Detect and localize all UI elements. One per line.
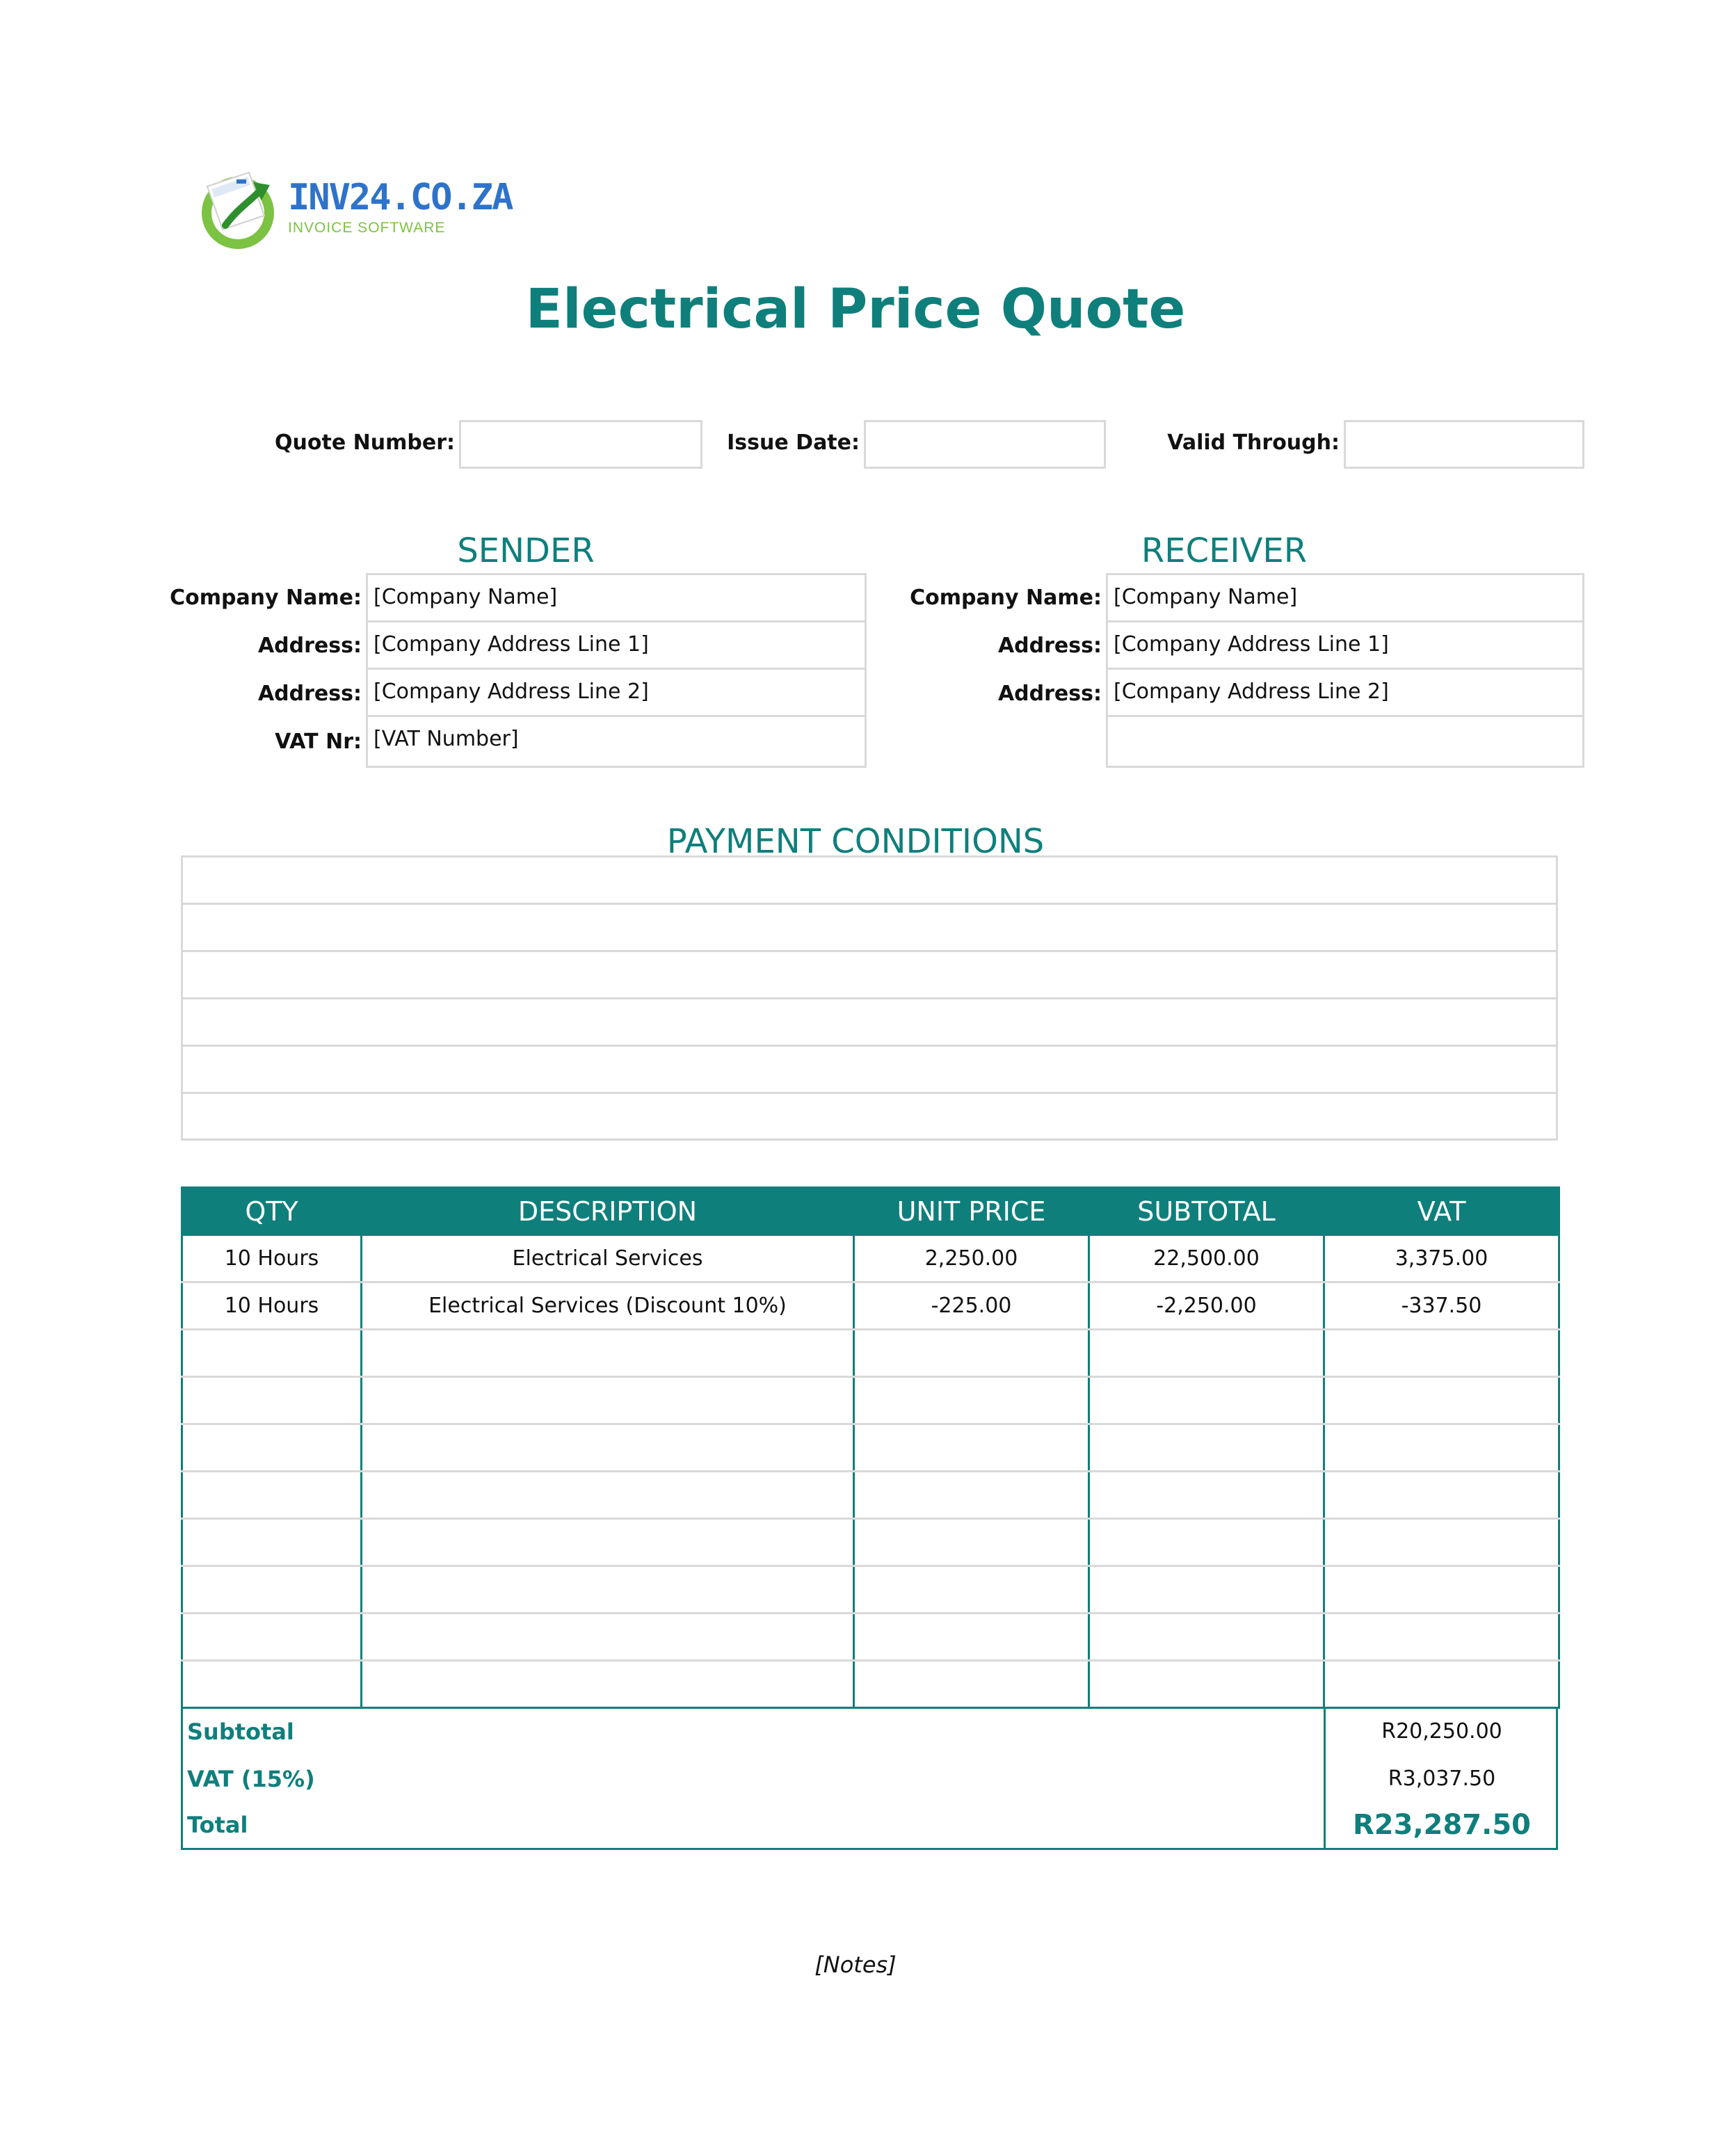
- sender-vat-label: VAT Nr:: [275, 730, 362, 754]
- receiver-extra-field[interactable]: [1108, 717, 1582, 764]
- receiver-heading: RECEIVER: [1141, 531, 1308, 570]
- valid-through-field[interactable]: [1344, 420, 1584, 469]
- receiver-info-box: [1106, 573, 1584, 768]
- logo-tagline: INVOICE SOFTWARE: [288, 220, 446, 236]
- description-cell[interactable]: [362, 1424, 854, 1472]
- payment-line[interactable]: [183, 1047, 1556, 1094]
- subtotal-value: R20,250.00: [1381, 1719, 1502, 1744]
- unit-price-cell[interactable]: -225.00: [854, 1282, 1089, 1330]
- qty-cell[interactable]: [182, 1472, 362, 1519]
- subtotal-cell[interactable]: [1089, 1377, 1324, 1424]
- table-row: [182, 1235, 1559, 1282]
- description-cell[interactable]: [362, 1566, 854, 1614]
- subtotal-cell[interactable]: -2,250.00: [1089, 1282, 1324, 1330]
- subtotal-column-header: SUBTOTAL: [1089, 1188, 1324, 1235]
- description-cell[interactable]: Electrical Services: [362, 1235, 854, 1282]
- description-column-header: DESCRIPTION: [362, 1188, 854, 1235]
- unit-price-cell[interactable]: [854, 1566, 1089, 1614]
- qty-cell[interactable]: [182, 1566, 362, 1614]
- vat-cell[interactable]: [1324, 1566, 1559, 1614]
- table-row: [182, 1424, 1559, 1472]
- receiver-address2-label: Address:: [997, 682, 1102, 706]
- qty-cell[interactable]: [182, 1661, 362, 1708]
- description-cell[interactable]: [362, 1472, 854, 1519]
- table-row: [182, 1282, 1559, 1330]
- line-items-table: [181, 1186, 1560, 1709]
- unit-price-cell[interactable]: [854, 1330, 1089, 1377]
- payment-line[interactable]: [183, 905, 1556, 952]
- grand-total-value: R23,287.50: [1352, 1809, 1531, 1841]
- qty-cell[interactable]: 10 Hours: [182, 1282, 362, 1330]
- table-row: [182, 1330, 1559, 1377]
- table-row: [182, 1472, 1559, 1519]
- unit-price-cell[interactable]: [854, 1614, 1089, 1661]
- description-cell[interactable]: [362, 1330, 854, 1377]
- invoice-arrow-logo-icon: [198, 167, 281, 250]
- valid-through-label: Valid Through:: [1167, 431, 1340, 455]
- receiver-address1-field[interactable]: [Company Address Line 1]: [1108, 622, 1582, 670]
- description-cell[interactable]: [362, 1519, 854, 1566]
- unit-price-cell[interactable]: 2,250.00: [854, 1235, 1089, 1282]
- vat-total-value: R3,037.50: [1388, 1767, 1496, 1791]
- subtotal-cell[interactable]: [1089, 1614, 1324, 1661]
- vat-cell[interactable]: [1324, 1472, 1559, 1519]
- sender-address2-label: Address:: [257, 682, 362, 706]
- receiver-company-label: Company Name:: [910, 586, 1102, 610]
- subtotal-cell[interactable]: 22,500.00: [1089, 1235, 1324, 1282]
- issue-date-label: Issue Date:: [727, 431, 860, 455]
- payment-line[interactable]: [183, 999, 1556, 1047]
- vat-cell[interactable]: 3,375.00: [1324, 1235, 1559, 1282]
- table-row: [182, 1661, 1559, 1708]
- vat-cell[interactable]: [1324, 1614, 1559, 1661]
- subtotal-cell[interactable]: [1089, 1330, 1324, 1377]
- qty-cell[interactable]: [182, 1377, 362, 1424]
- sender-company-field[interactable]: [Company Name]: [368, 575, 865, 622]
- qty-cell[interactable]: [182, 1424, 362, 1472]
- payment-conditions-box: [181, 855, 1558, 1141]
- table-row: [182, 1519, 1559, 1566]
- subtotal-cell[interactable]: [1089, 1661, 1324, 1708]
- payment-conditions-heading: PAYMENT CONDITIONS: [666, 822, 1045, 861]
- sender-heading: SENDER: [457, 531, 595, 570]
- notes-text[interactable]: [Notes]: [814, 1952, 897, 1978]
- qty-cell[interactable]: 10 Hours: [182, 1235, 362, 1282]
- payment-line[interactable]: [183, 858, 1556, 905]
- vat-cell[interactable]: [1324, 1519, 1559, 1566]
- qty-cell[interactable]: [182, 1519, 362, 1566]
- unit-price-cell[interactable]: [854, 1377, 1089, 1424]
- quote-number-field[interactable]: [459, 420, 702, 469]
- payment-line[interactable]: [183, 952, 1556, 999]
- subtotal-cell[interactable]: [1089, 1472, 1324, 1519]
- unit-price-column-header: UNIT PRICE: [854, 1188, 1089, 1235]
- receiver-company-field[interactable]: [Company Name]: [1108, 575, 1582, 622]
- vat-cell[interactable]: [1324, 1424, 1559, 1472]
- sender-company-label: Company Name:: [170, 586, 362, 610]
- sender-address2-field[interactable]: [Company Address Line 2]: [368, 670, 865, 717]
- logo-brand-text: INV24.CO.ZA: [288, 177, 513, 218]
- qty-cell[interactable]: [182, 1614, 362, 1661]
- unit-price-cell[interactable]: [854, 1661, 1089, 1708]
- grand-total-label: Total: [187, 1812, 248, 1838]
- receiver-address2-field[interactable]: [Company Address Line 2]: [1108, 670, 1582, 717]
- description-cell[interactable]: [362, 1377, 854, 1424]
- table-row: [182, 1566, 1559, 1614]
- subtotal-cell[interactable]: [1089, 1519, 1324, 1566]
- vat-cell[interactable]: [1324, 1377, 1559, 1424]
- subtotal-label: Subtotal: [187, 1719, 294, 1745]
- company-logo: [198, 167, 513, 257]
- description-cell[interactable]: [362, 1614, 854, 1661]
- sender-address1-field[interactable]: [Company Address Line 1]: [368, 622, 865, 670]
- subtotal-cell[interactable]: [1089, 1424, 1324, 1472]
- sender-vat-field[interactable]: [VAT Number]: [373, 727, 519, 751]
- description-cell[interactable]: [362, 1661, 854, 1708]
- unit-price-cell[interactable]: [854, 1519, 1089, 1566]
- vat-cell[interactable]: -337.50: [1324, 1282, 1559, 1330]
- sender-address1-label: Address:: [257, 634, 362, 658]
- table-row: [182, 1377, 1559, 1424]
- quote-number-label: Quote Number:: [275, 431, 455, 455]
- issue-date-field[interactable]: [864, 420, 1106, 469]
- table-row: [182, 1614, 1559, 1661]
- vat-cell[interactable]: [1324, 1661, 1559, 1708]
- vat-total-label: VAT (15%): [187, 1766, 315, 1792]
- subtotal-cell[interactable]: [1089, 1566, 1324, 1614]
- description-cell[interactable]: Electrical Services (Discount 10%): [362, 1282, 854, 1330]
- receiver-address1-label: Address:: [997, 634, 1102, 658]
- sender-info-box: [366, 573, 867, 768]
- table-header-row: [182, 1188, 1559, 1235]
- vat-column-header: VAT: [1324, 1188, 1559, 1235]
- receiver-extra-label: [876, 718, 1102, 766]
- unit-price-cell[interactable]: [854, 1424, 1089, 1472]
- payment-line[interactable]: [183, 1094, 1556, 1141]
- totals-section: [181, 1708, 1558, 1850]
- qty-column-header: QTY: [182, 1188, 362, 1235]
- qty-cell[interactable]: [182, 1330, 362, 1377]
- page-title: Electrical Price Quote: [525, 278, 1186, 341]
- vat-cell[interactable]: [1324, 1330, 1559, 1377]
- unit-price-cell[interactable]: [854, 1472, 1089, 1519]
